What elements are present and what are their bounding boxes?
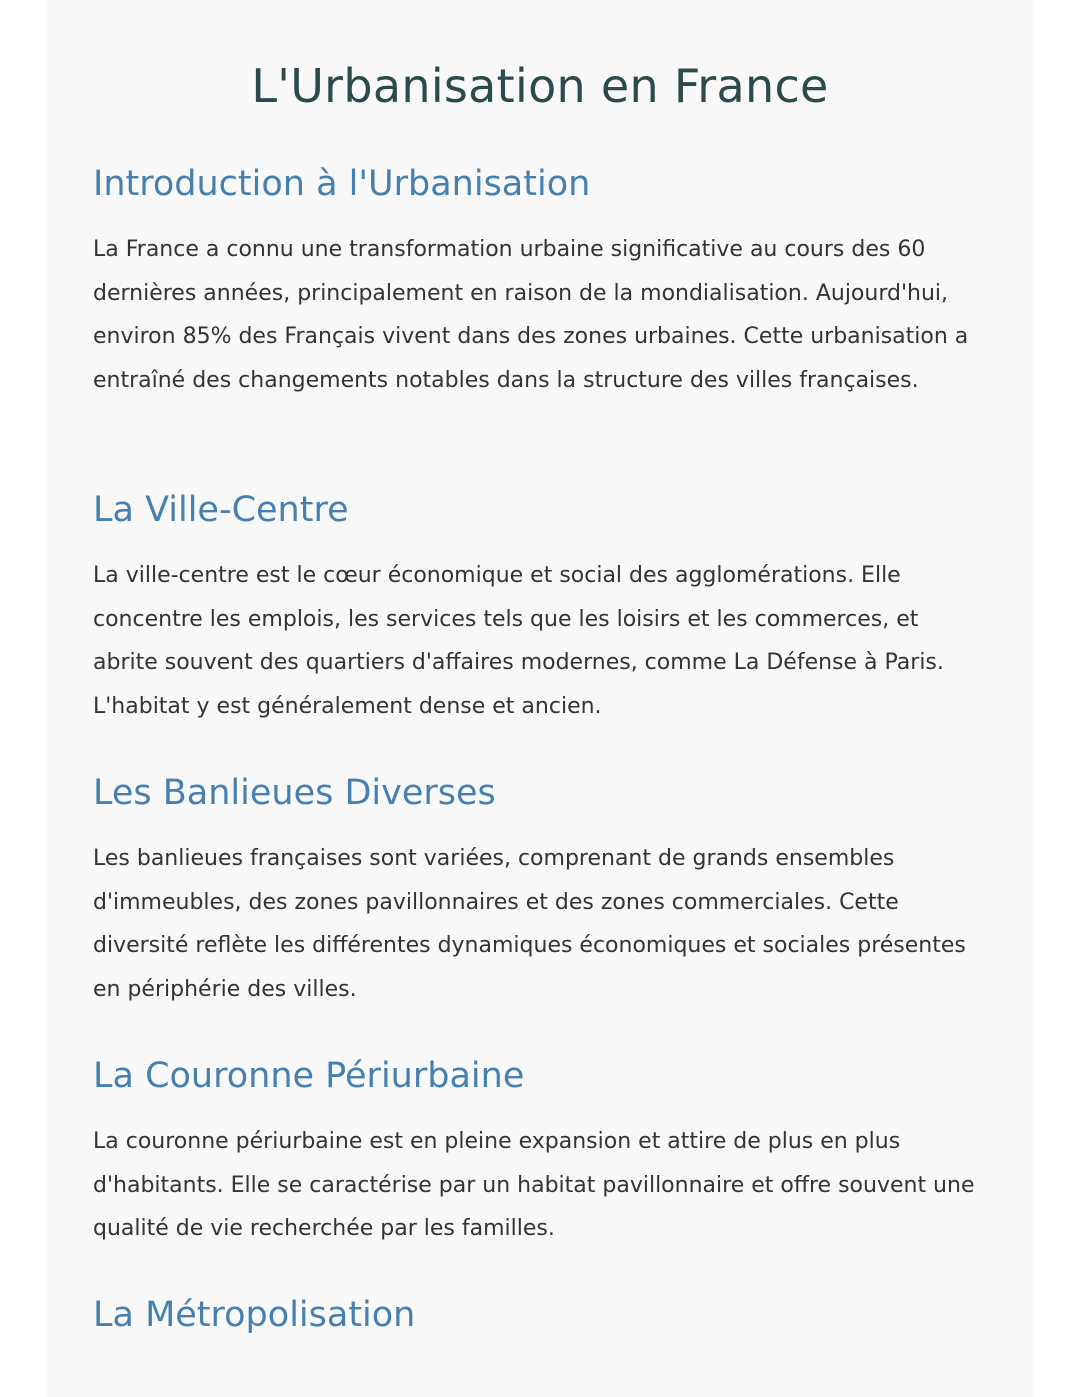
page-title: L'Urbanisation en France bbox=[251, 59, 829, 113]
section-ville-centre bbox=[93, 488, 987, 728]
section-paragraph: Les banlieues françaises sont variées, comprenant de grands ensembles d'immeubles, des zones pavillonnaires et des zones commerciales. Cette diversité reflète les différentes dynamiques économiques et sociales présentes en périphérie des villes. bbox=[93, 846, 966, 1002]
section-heading: Introduction à l'Urbanisation bbox=[93, 164, 591, 204]
section-paragraph: La France a connu une transformation urbaine significative au cours des 60 dernières années, principalement en raison de la mondialisation. Aujourd'hui, environ 85% des Français vivent dans des zones urbaines. Cette urbanisation a entraîné des changements notables dans la structure des villes françaises. bbox=[93, 237, 969, 393]
section-metropolisation bbox=[93, 1293, 987, 1337]
section-banlieues bbox=[93, 771, 987, 1011]
section-paragraph: La ville-centre est le cœur économique et social des agglomérations. Elle concentre les emplois, les services tels que les loisirs et les commerces, et abrite souvent des quartiers d'affaires modernes, comme La Défense à Paris. L'habitat y est généralement dense et ancien. bbox=[93, 563, 944, 719]
section-heading: La Métropolisation bbox=[93, 1295, 416, 1335]
document-page bbox=[46, 0, 1034, 1397]
section-heading: Les Banlieues Diverses bbox=[93, 773, 496, 813]
section-introduction bbox=[93, 162, 987, 402]
section-heading: La Couronne Périurbaine bbox=[93, 1056, 525, 1096]
section-paragraph: La couronne périurbaine est en pleine expansion et attire de plus en plus d'habitants. Elle se caractérise par un habitat pavillonnaire et offre souvent une qualité de vie recherchée par les familles. bbox=[93, 1129, 975, 1241]
section-heading: La Ville-Centre bbox=[93, 490, 349, 530]
section-couronne-periurbaine bbox=[93, 1054, 987, 1251]
